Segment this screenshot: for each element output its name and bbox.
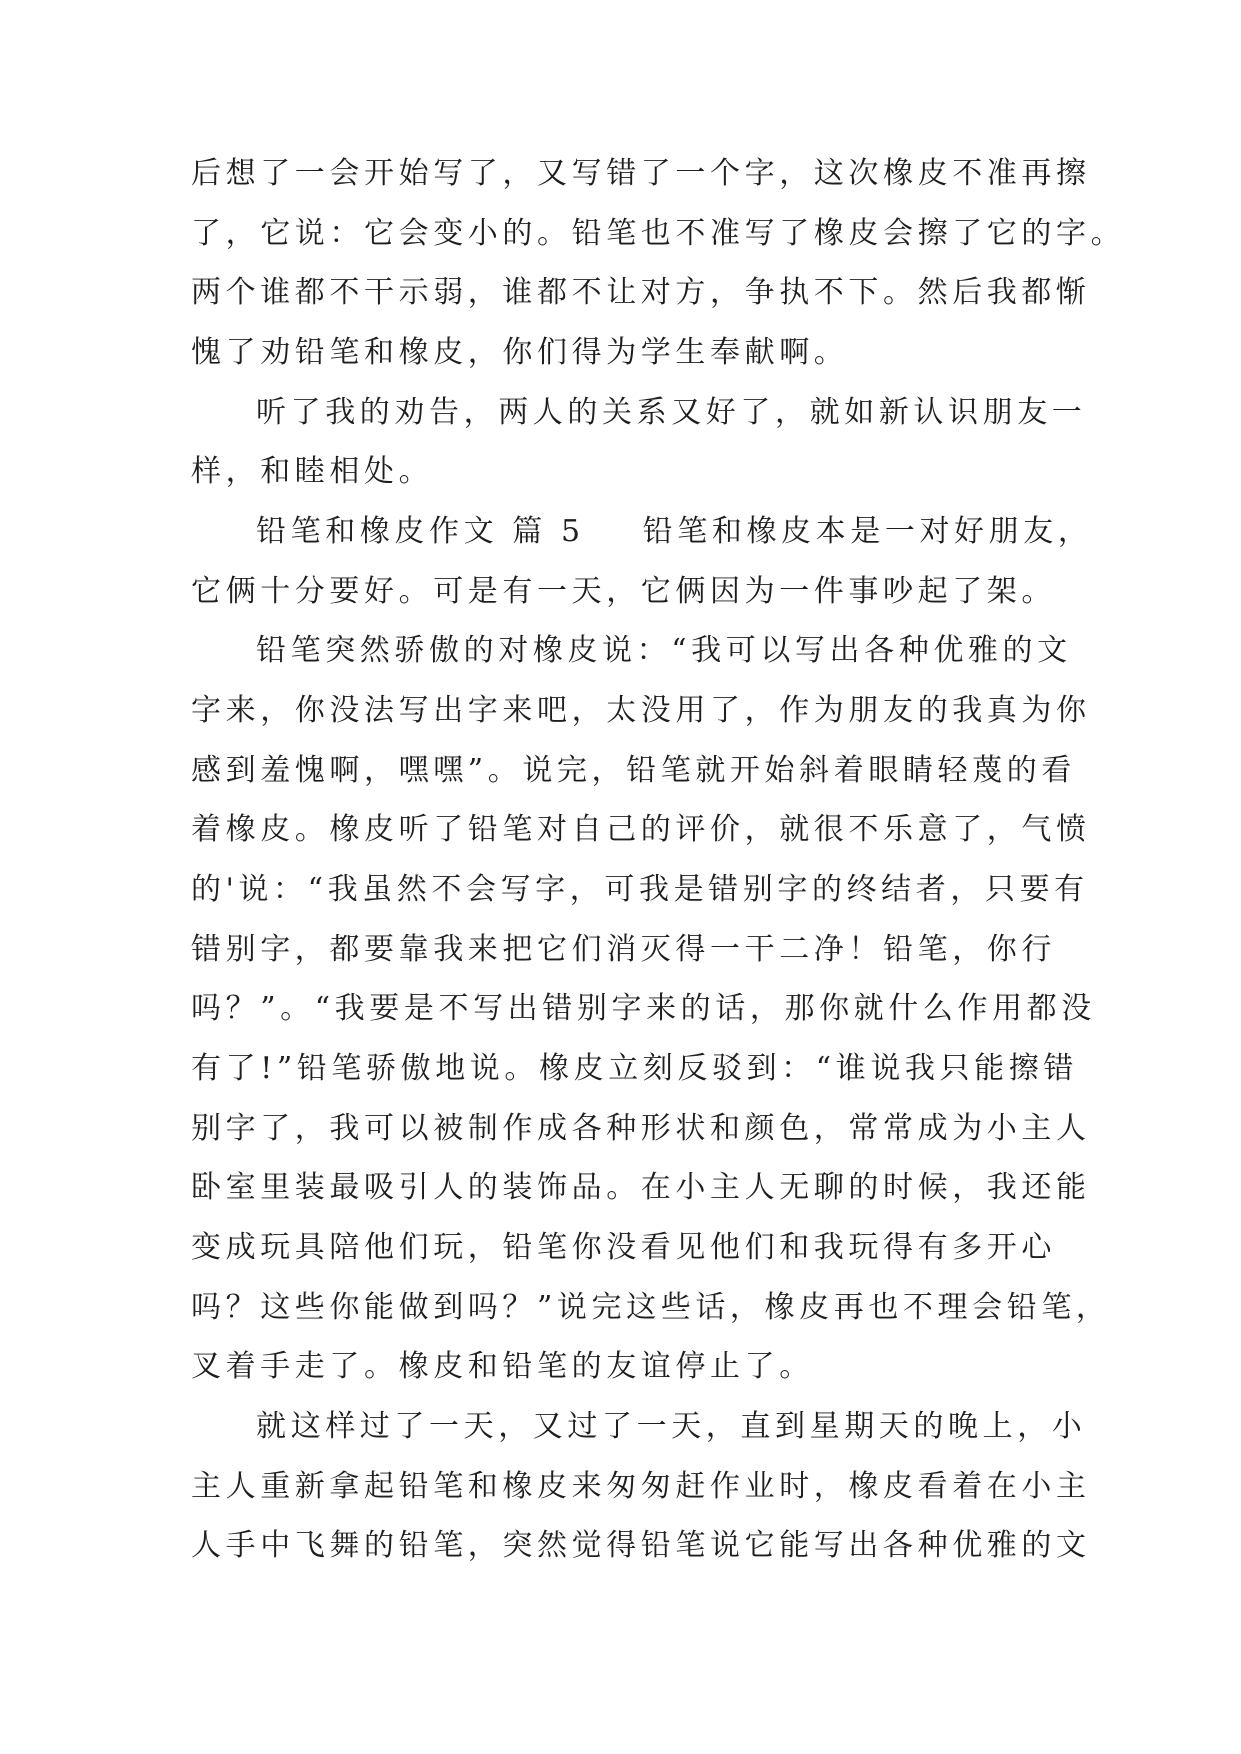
text-line: 字来，你没法写出字来吧，太没用了，作为朋友的我真为你	[191, 693, 1091, 728]
text-line: 主人重新拿起铅笔和橡皮来匆匆赶作业时，橡皮看着在小主	[191, 1469, 1091, 1504]
text-line: 铅笔突然骄傲的对橡皮说：“我可以写出各种优雅的文	[256, 633, 1072, 668]
text-line: 样，和睦相处。	[191, 454, 434, 489]
text-line: 两个谁都不干示弱，谁都不让对方，争执不下。然后我都惭	[191, 275, 1091, 310]
text-line: 它俩十分要好。可是有一天，它俩因为一件事吵起了架。	[191, 574, 1056, 609]
section-number: 篇 5	[512, 514, 585, 549]
text-line: 愧了劝铅笔和橡皮，你们得为学生奉献啊。	[191, 335, 849, 370]
section-heading-line	[256, 512, 1092, 552]
text-line: 吗？”。“我要是不写出错别字来的话，那你就什么作用都没	[191, 991, 1096, 1026]
text-line: 后想了一会开始写了，又写错了一个字，这次橡皮不准再擦	[191, 156, 1091, 191]
text-line: 吗？这些你能做到吗？”说完这些话，橡皮再也不理会铅笔，	[191, 1290, 1111, 1325]
text-line: 别字了，我可以被制作成各种形状和颜色，常常成为小主人	[191, 1111, 1091, 1146]
section-title: 铅笔和橡皮作文	[256, 514, 499, 549]
text-line: 的'说：“我虽然不会写字，可我是错别字的终结者，只要有	[191, 872, 1089, 907]
text-line: 叉着手走了。橡皮和铅笔的友谊停止了。	[191, 1349, 814, 1384]
text-line: 错别字，都要靠我来把它们消灭得一干二净！铅笔，你行	[191, 932, 1056, 967]
text-line: 感到羞愧啊，嘿嘿”。说完，铅笔就开始斜着眼睛轻蔑的看	[191, 753, 1076, 788]
text-line: 卧室里装最吸引人的装饰品。在小主人无聊的时候，我还能	[191, 1170, 1091, 1205]
text-line: 变成玩具陪他们玩，铅笔你没看见他们和我玩得有多开心	[191, 1230, 1056, 1265]
section-first-sentence: 铅笔和橡皮本是一对好朋友，	[642, 514, 1093, 549]
text-line: 听了我的劝告，两人的关系又好了，就如新认识朋友一	[256, 395, 1087, 430]
text-line: 就这样过了一天，又过了一天，直到星期天的晚上，小	[256, 1409, 1087, 1444]
text-line: 有了!”铅笔骄傲地说。橡皮立刻反驳到：“谁说我只能擦错	[191, 1051, 1078, 1086]
text-line: 了，它说：它会变小的。铅笔也不准写了橡皮会擦了它的字。	[191, 216, 1126, 251]
text-line: 人手中飞舞的铅笔，突然觉得铅笔说它能写出各种优雅的文	[191, 1528, 1091, 1563]
text-line: 着橡皮。橡皮听了铅笔对自己的评价，就很不乐意了，气愤	[191, 812, 1091, 847]
